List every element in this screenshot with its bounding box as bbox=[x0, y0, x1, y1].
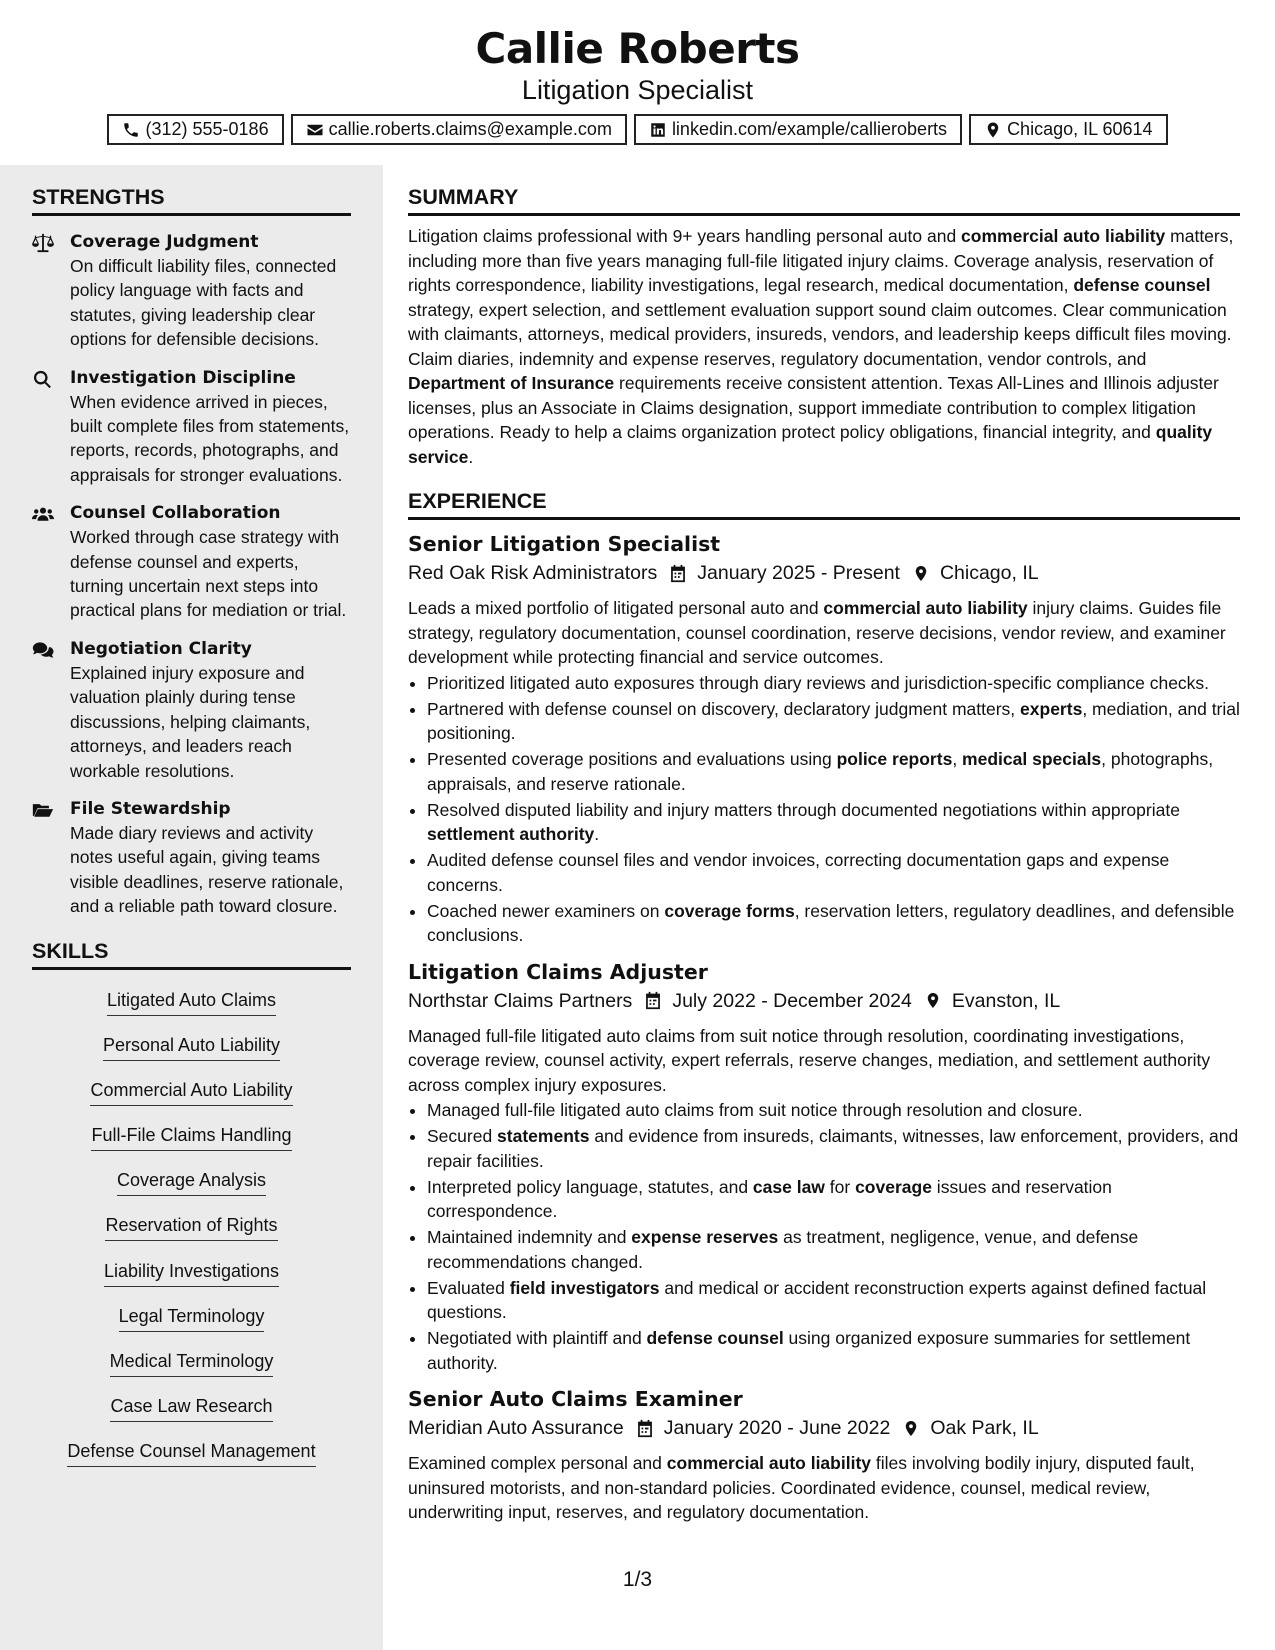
bold-text: case law bbox=[752, 1176, 825, 1197]
text-run: Audited defense counsel files and vendor invoices, correcting documentation gaps and expense concerns. bbox=[427, 850, 1170, 895]
job-location: Chicago, IL bbox=[939, 562, 1039, 584]
contact-email[interactable] bbox=[291, 114, 627, 145]
candidate-role: Litigation Specialist bbox=[521, 75, 754, 105]
strength-item bbox=[32, 501, 352, 623]
job-description bbox=[408, 1024, 1240, 1098]
skill-item: Medical Terminology bbox=[110, 1349, 274, 1377]
skills-list bbox=[0, 988, 383, 1485]
text-run: files involving bodily injury, disputed fault, uninsured motorists, and non-standard policies. Coordinated evidence, counsel, medical review, underwriting input, reserves, and regulatory documentation. bbox=[408, 1453, 1195, 1522]
users-icon bbox=[32, 504, 54, 524]
text-run: Examined complex personal and bbox=[408, 1453, 667, 1473]
job-dates: January 2020 - June 2022 bbox=[663, 1417, 891, 1439]
text-run: Secured bbox=[427, 1126, 498, 1146]
summary-heading: SUMMARY bbox=[408, 184, 1240, 216]
text-run: as treatment, negligence, venue, and defense recommendations changed. bbox=[427, 1227, 1139, 1272]
skill-item: Coverage Analysis bbox=[117, 1168, 266, 1196]
strengths-list bbox=[32, 230, 352, 919]
bold-text: statements bbox=[497, 1126, 590, 1146]
job-company: Red Oak Risk Administrators bbox=[408, 562, 658, 584]
text-run: , bbox=[952, 749, 963, 769]
job-bullet bbox=[427, 697, 1240, 746]
comments-icon bbox=[32, 640, 54, 660]
bold-text: medical specials bbox=[962, 749, 1102, 769]
strength-desc: Explained injury exposure and valuation plainly during tense discussions, helping claimants, attorneys, and leaders reach workable resolutions. bbox=[70, 662, 311, 781]
page-number: 1/3 bbox=[622, 1568, 653, 1591]
job-description bbox=[408, 596, 1240, 670]
contact-bar bbox=[0, 114, 1275, 145]
text-run: Evaluated bbox=[427, 1277, 510, 1298]
job-title: Senior Auto Claims Examiner bbox=[408, 1387, 743, 1411]
bold-text: defense counsel bbox=[646, 1328, 784, 1348]
job-bullet bbox=[427, 1276, 1240, 1325]
text-run: for bbox=[824, 1176, 856, 1197]
text-run: using organized exposure summaries for settlement authority. bbox=[427, 1328, 1191, 1373]
text-run: Litigation claims professional with 9+ years handling personal auto and bbox=[408, 226, 962, 246]
text-run: . bbox=[594, 824, 600, 844]
text-run: Prioritized litigated auto exposures through diary reviews and jurisdiction-specific compliance checks. bbox=[427, 672, 1210, 693]
contact-email-text: callie.roberts.claims@example.com bbox=[328, 119, 612, 139]
skill-item: Full-File Claims Handling bbox=[91, 1123, 291, 1151]
experience-list bbox=[408, 530, 1240, 1525]
bold-text: commercial auto liability bbox=[823, 598, 1028, 618]
strength-title: Negotiation Clarity bbox=[70, 638, 252, 659]
job-bullet bbox=[427, 1326, 1240, 1375]
bold-text: commercial auto liability bbox=[666, 1453, 871, 1473]
job-bullets bbox=[427, 1098, 1240, 1375]
text-run: Managed full-file litigated auto claims from suit notice through resolution, coordinating investigations, coverage review, counsel activity, expert referrals, reserve changes, mediation, and settlement authority across complex injury exposures. bbox=[408, 1025, 1211, 1095]
bold-text: police reports bbox=[836, 749, 953, 769]
phone-icon bbox=[122, 121, 140, 139]
job-title: Litigation Claims Adjuster bbox=[408, 959, 708, 984]
text-run: strategy, expert selection, and settlement evaluation support sound claim outcomes. Clear communication with claimants, attorneys, medical providers, insureds, vendors, and leadership keeps difficult files moving. Claim diaries, indemnity and expense reserves, regulatory documentation, vendor controls, and bbox=[408, 299, 1232, 369]
map-pin-icon bbox=[984, 121, 1002, 139]
contact-location bbox=[969, 114, 1167, 145]
text-run: Partnered with defense counsel on discovery, declaratory judgment matters, bbox=[427, 698, 1021, 719]
text-run: Maintained indemnity and bbox=[427, 1227, 632, 1247]
resume-header bbox=[0, 0, 1275, 165]
bold-text: settlement authority bbox=[427, 824, 595, 844]
bold-text: experts bbox=[1020, 698, 1083, 719]
job-bullet bbox=[427, 1225, 1240, 1274]
candidate-name: Callie Roberts bbox=[475, 24, 800, 73]
strength-title: Counsel Collaboration bbox=[70, 503, 281, 524]
skill-item: Liability Investigations bbox=[104, 1259, 279, 1287]
strength-title: Investigation Discipline bbox=[70, 367, 296, 388]
text-run: , mediation, and trial positioning. bbox=[427, 698, 1240, 743]
job-bullets bbox=[427, 671, 1240, 948]
job-company: Meridian Auto Assurance bbox=[408, 1417, 624, 1439]
summary-text bbox=[408, 224, 1240, 469]
text-run: Resolved disputed liability and injury matters through documented negotiations within appropriate bbox=[427, 799, 1180, 820]
job-description bbox=[408, 1451, 1240, 1525]
text-run: Managed full-file litigated auto claims from suit notice through resolution and closure. bbox=[427, 1100, 1083, 1120]
bold-text: expense reserves bbox=[631, 1227, 779, 1247]
text-run: Negotiated with plaintiff and bbox=[427, 1328, 647, 1348]
text-run: matters, including more than five years managing full-file litigated injury claims. Coverage analysis, reservation of rights correspondence, liability investigations, legal research, medical documentation, bbox=[408, 226, 1234, 295]
job-entry bbox=[408, 530, 1240, 948]
job-title: Senior Litigation Specialist bbox=[408, 532, 721, 556]
job-meta bbox=[408, 986, 1240, 1016]
job-bullet bbox=[427, 671, 1240, 696]
job-meta bbox=[408, 558, 1240, 588]
contact-linkedin-text: linkedin.com/example/callieroberts bbox=[671, 119, 948, 139]
text-run: . bbox=[468, 446, 474, 467]
text-run: Presented coverage positions and evaluations using bbox=[427, 749, 837, 769]
skill-item: Legal Terminology bbox=[119, 1304, 265, 1332]
strength-title: File Stewardship bbox=[70, 798, 231, 819]
job-dates: July 2022 - December 2024 bbox=[672, 989, 912, 1012]
job-bullet bbox=[427, 1124, 1240, 1173]
bold-text: quality service bbox=[408, 422, 1213, 467]
job-company: Northstar Claims Partners bbox=[408, 989, 633, 1012]
bold-text: commercial auto liability bbox=[961, 226, 1166, 246]
magnifier-icon bbox=[32, 369, 54, 389]
strength-item bbox=[32, 230, 352, 352]
envelope-icon bbox=[306, 121, 324, 139]
job-bullet bbox=[427, 1175, 1240, 1224]
job-bullet bbox=[427, 899, 1240, 948]
linkedin-icon bbox=[649, 121, 667, 139]
job-entry bbox=[408, 1385, 1240, 1525]
text-run: and medical or accident reconstruction experts against defined factual questions. bbox=[427, 1277, 1207, 1322]
job-bullet bbox=[427, 1098, 1240, 1123]
text-run: Interpreted policy language, statutes, and bbox=[427, 1176, 753, 1197]
job-entry bbox=[408, 958, 1240, 1376]
text-run: issues and reservation correspondence. bbox=[427, 1176, 1112, 1221]
map-pin-icon bbox=[924, 991, 942, 1010]
bold-text: defense counsel bbox=[1073, 275, 1211, 295]
job-meta bbox=[408, 1413, 1240, 1443]
skill-item: Commercial Auto Liability bbox=[90, 1078, 292, 1106]
bold-text: field investigators bbox=[509, 1277, 660, 1298]
text-run: , reservation letters, regulatory deadlines, and defensible conclusions. bbox=[427, 900, 1235, 945]
folder-open-icon bbox=[32, 800, 54, 820]
job-bullet bbox=[427, 747, 1240, 796]
skill-item: Case Law Research bbox=[110, 1394, 272, 1422]
bold-text: coverage bbox=[855, 1176, 932, 1197]
text-run: , photographs, appraisals, and reserve rationale. bbox=[427, 749, 1214, 794]
job-location: Evanston, IL bbox=[951, 989, 1061, 1012]
job-bullet bbox=[427, 798, 1240, 847]
strength-desc: Worked through case strategy with defense counsel and experts, turning uncertain next steps into practical plans for mediation or trial. bbox=[70, 527, 347, 621]
skill-item: Reservation of Rights bbox=[105, 1213, 277, 1241]
calendar-icon bbox=[669, 564, 687, 583]
job-dates: January 2025 - Present bbox=[697, 562, 900, 584]
text-run: requirements receive consistent attention. Texas All-Lines and Illinois adjuster licenses, plus an Associate in Claims designation, support immediate contribution to complex litigation operations. Ready to help a claims organization protect policy obligations, financial integrity, and bbox=[408, 373, 1219, 442]
strength-desc: Made diary reviews and activity notes useful again, giving teams visible deadlines, reserve rationale, and a reliable path toward closure. bbox=[70, 822, 344, 917]
skill-item: Litigated Auto Claims bbox=[107, 988, 276, 1016]
skills-heading: SKILLS bbox=[32, 938, 351, 970]
strength-item bbox=[32, 637, 352, 783]
contact-phone-text: (312) 555-0186 bbox=[145, 119, 269, 139]
skill-item: Personal Auto Liability bbox=[103, 1033, 280, 1061]
strength-item bbox=[32, 366, 352, 488]
sidebar bbox=[0, 165, 383, 1650]
text-run: Coached newer examiners on bbox=[427, 900, 665, 921]
bold-text: coverage forms bbox=[664, 900, 795, 921]
strength-item bbox=[32, 797, 352, 919]
job-location: Oak Park, IL bbox=[930, 1417, 1039, 1439]
text-run: Leads a mixed portfolio of litigated personal auto and bbox=[408, 598, 824, 618]
calendar-icon bbox=[644, 991, 662, 1010]
scale-icon bbox=[32, 233, 54, 253]
skill-item: Defense Counsel Management bbox=[67, 1439, 315, 1467]
map-pin-icon bbox=[912, 564, 930, 583]
job-bullet bbox=[427, 848, 1240, 897]
calendar-icon bbox=[636, 1419, 654, 1438]
contact-phone[interactable] bbox=[107, 114, 283, 145]
strength-desc: When evidence arrived in pieces, built complete files from statements, reports, records, photographs, and appraisals for stronger evaluations. bbox=[70, 391, 350, 485]
bold-text: Department of Insurance bbox=[408, 373, 615, 393]
contact-location-text: Chicago, IL 60614 bbox=[1007, 119, 1153, 139]
strengths-heading: STRENGTHS bbox=[32, 184, 351, 216]
text-run: and evidence from insureds, claimants, witnesses, law enforcement, providers, and repair facilities. bbox=[427, 1126, 1239, 1171]
strength-title: Coverage Judgment bbox=[70, 232, 259, 252]
strength-desc: On difficult liability files, connected policy language with facts and statutes, giving leadership clear options for defensible decisions. bbox=[70, 256, 337, 350]
contact-linkedin[interactable] bbox=[634, 114, 962, 145]
main-column bbox=[408, 165, 1240, 1525]
map-pin-icon bbox=[902, 1419, 920, 1438]
experience-heading: EXPERIENCE bbox=[408, 488, 1240, 520]
text-run: injury claims. Guides file strategy, regulatory documentation, counsel coordination, reserve decisions, vendor review, and examiner development while protecting financial and service outcomes. bbox=[408, 598, 1226, 667]
